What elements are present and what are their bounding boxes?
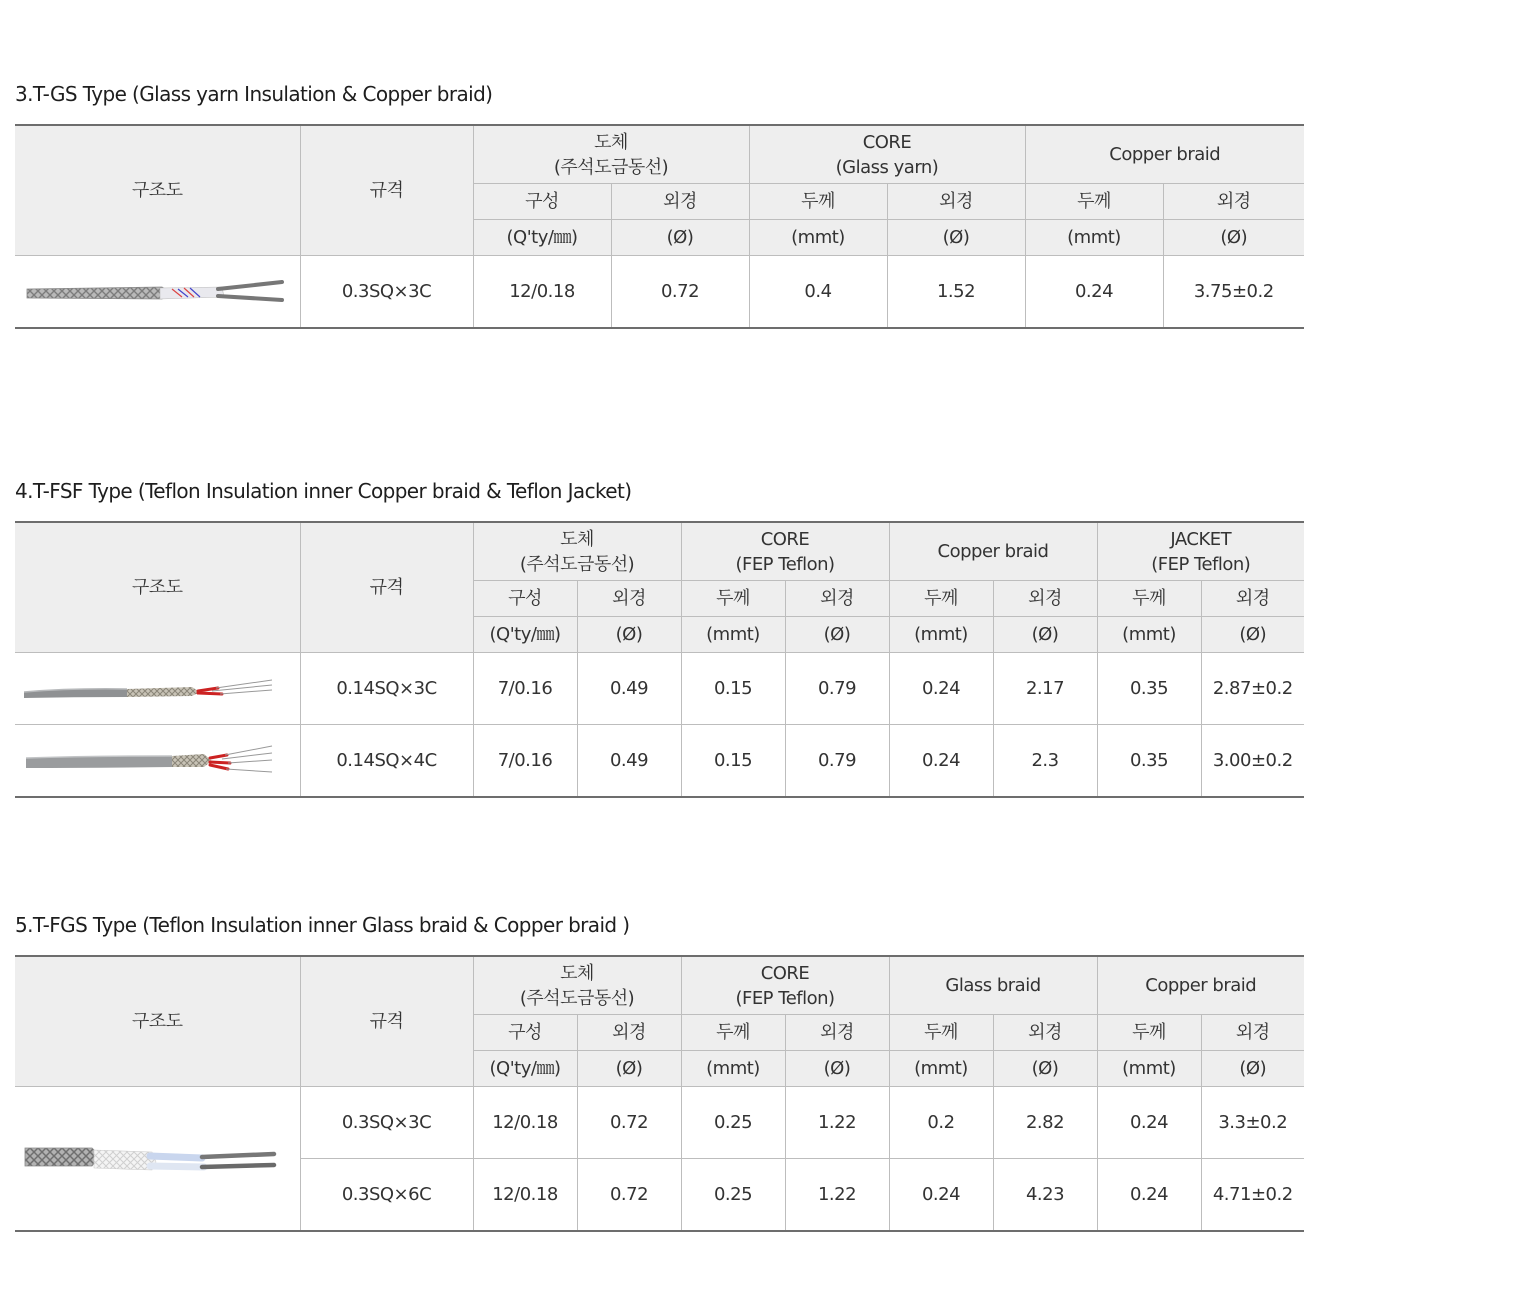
- spec-cell: 0.3SQ×6C: [300, 1159, 473, 1232]
- value-cell: 0.49: [577, 653, 681, 725]
- unit-header: (Ø): [993, 617, 1097, 653]
- value-cell: 0.24: [889, 653, 993, 725]
- value-cell: 7/0.16: [473, 725, 577, 798]
- sub-header: 두께: [1097, 581, 1201, 617]
- unit-header: (Ø): [577, 617, 681, 653]
- spec-table: [15, 521, 1304, 798]
- unit-header: (Ø): [993, 1051, 1097, 1087]
- cable-teflon-jacket-4c-image: [22, 736, 292, 786]
- group-line2: (주석도금동선): [553, 156, 669, 178]
- sub-header: 외경: [785, 581, 889, 617]
- value-cell: 1.52: [887, 256, 1025, 329]
- value-cell: 12/0.18: [473, 1087, 577, 1159]
- value-cell: 3.75±0.2: [1163, 256, 1304, 329]
- value-cell: 2.87±0.2: [1201, 653, 1304, 725]
- group-line1: 도체: [594, 131, 628, 153]
- unit-header: (mmt): [1097, 1051, 1201, 1087]
- spec-cell: 0.14SQ×4C: [300, 725, 473, 798]
- unit-header: (Q'ty/㎜): [473, 220, 611, 256]
- sub-header: 외경: [611, 184, 749, 220]
- group-line2: (FEP Teflon): [1151, 553, 1251, 575]
- sub-header: 외경: [577, 1015, 681, 1051]
- table-row: [15, 653, 1304, 725]
- value-cell: 0.49: [577, 725, 681, 798]
- value-cell: 12/0.18: [473, 1159, 577, 1232]
- sub-header: 두께: [889, 1015, 993, 1051]
- unit-header: (Ø): [887, 220, 1025, 256]
- value-cell: 3.00±0.2: [1201, 725, 1304, 798]
- value-cell: 0.72: [577, 1159, 681, 1232]
- unit-header: (Q'ty/㎜): [473, 1051, 577, 1087]
- sub-header: 두께: [749, 184, 887, 220]
- unit-header: (Q'ty/㎜): [473, 617, 577, 653]
- section-title: 5.T-FGS Type (Teflon Insulation inner Glass braid & Copper braid ): [15, 913, 630, 937]
- value-cell: 7/0.16: [473, 653, 577, 725]
- sub-header: 외경: [1201, 1015, 1304, 1051]
- group-line2: (FEP Teflon): [735, 987, 835, 1009]
- group-line1: Copper braid: [1109, 144, 1221, 165]
- unit-header: (Ø): [1163, 220, 1304, 256]
- value-cell: 0.2: [889, 1087, 993, 1159]
- sub-header: 외경: [887, 184, 1025, 220]
- sub-header: 외경: [785, 1015, 889, 1051]
- unit-header: (mmt): [1025, 220, 1163, 256]
- unit-header: (mmt): [889, 1051, 993, 1087]
- value-cell: 0.25: [681, 1087, 785, 1159]
- structure-image: [15, 725, 300, 798]
- value-cell: 0.79: [785, 725, 889, 798]
- unit-header: (mmt): [681, 617, 785, 653]
- header-group: [889, 522, 1097, 581]
- unit-header: (Ø): [785, 1051, 889, 1087]
- unit-header: (mmt): [681, 1051, 785, 1087]
- structure-image: [15, 653, 300, 725]
- value-cell: 0.25: [681, 1159, 785, 1232]
- header-group: [1097, 956, 1304, 1015]
- group-line1: CORE: [760, 528, 810, 550]
- group-line2: (주석도금동선): [519, 987, 635, 1009]
- value-cell: 4.71±0.2: [1201, 1159, 1304, 1232]
- value-cell: 0.24: [1097, 1087, 1201, 1159]
- sub-header: 외경: [1163, 184, 1304, 220]
- header-group: [749, 125, 1025, 184]
- section-title: 4.T-FSF Type (Teflon Insulation inner Copper braid & Teflon Jacket): [15, 479, 632, 503]
- sub-header: 구성: [473, 1015, 577, 1051]
- header-spec: 규격: [300, 125, 473, 256]
- sub-header: 외경: [993, 1015, 1097, 1051]
- sub-header: 두께: [1025, 184, 1163, 220]
- header-group: [473, 522, 681, 581]
- group-line2: (주석도금동선): [519, 553, 635, 575]
- group-line1: Copper braid: [937, 541, 1049, 562]
- group-line1: Glass braid: [945, 975, 1041, 996]
- value-cell: 0.72: [611, 256, 749, 329]
- value-cell: 2.3: [993, 725, 1097, 798]
- cable-glass-and-copper-braid-image: [22, 1124, 292, 1194]
- value-cell: 0.15: [681, 653, 785, 725]
- group-line1: JACKET: [1170, 528, 1232, 550]
- header-group: [1097, 522, 1304, 581]
- sub-header: 두께: [681, 1015, 785, 1051]
- value-cell: 0.24: [889, 1159, 993, 1232]
- value-cell: 3.3±0.2: [1201, 1087, 1304, 1159]
- spec-cell: 0.3SQ×3C: [300, 256, 473, 329]
- value-cell: 1.22: [785, 1159, 889, 1232]
- table-row: [15, 1087, 1304, 1159]
- group-line1: CORE: [862, 131, 912, 153]
- sub-header: 두께: [1097, 1015, 1201, 1051]
- header-group: [681, 956, 889, 1015]
- spec-table: [15, 955, 1304, 1232]
- header-group: [681, 522, 889, 581]
- unit-header: (Ø): [611, 220, 749, 256]
- group-line2: (Glass yarn): [835, 156, 939, 178]
- table-row: [15, 256, 1304, 329]
- structure-image: [15, 256, 300, 329]
- cable-teflon-jacket-3c-image: [22, 664, 292, 714]
- sub-header: 외경: [1201, 581, 1304, 617]
- table-row: [15, 725, 1304, 798]
- value-cell: 0.24: [1097, 1159, 1201, 1232]
- value-cell: 0.4: [749, 256, 887, 329]
- value-cell: 0.79: [785, 653, 889, 725]
- unit-header: (mmt): [1097, 617, 1201, 653]
- header-structure: 구조도: [15, 956, 300, 1087]
- value-cell: 12/0.18: [473, 256, 611, 329]
- sub-header: 두께: [889, 581, 993, 617]
- header-structure: 구조도: [15, 522, 300, 653]
- section-title: 3.T-GS Type (Glass yarn Insulation & Copper braid): [15, 82, 493, 106]
- group-line1: Copper braid: [1145, 975, 1257, 996]
- sub-header: 두께: [681, 581, 785, 617]
- structure-image: [15, 1087, 300, 1232]
- value-cell: 2.82: [993, 1087, 1097, 1159]
- spec-table: [15, 124, 1304, 329]
- spec-cell: 0.3SQ×3C: [300, 1087, 473, 1159]
- unit-header: (mmt): [749, 220, 887, 256]
- header-group: [1025, 125, 1304, 184]
- group-line1: CORE: [760, 962, 810, 984]
- unit-header: (mmt): [889, 617, 993, 653]
- value-cell: 0.35: [1097, 653, 1201, 725]
- unit-header: (Ø): [1201, 617, 1304, 653]
- cable-glass-copper-braid-image: [22, 267, 292, 317]
- value-cell: 4.23: [993, 1159, 1097, 1232]
- value-cell: 0.72: [577, 1087, 681, 1159]
- sub-header: 구성: [473, 581, 577, 617]
- header-group: [473, 125, 749, 184]
- value-cell: 0.24: [1025, 256, 1163, 329]
- header-spec: 규격: [300, 956, 473, 1087]
- sub-header: 외경: [993, 581, 1097, 617]
- value-cell: 1.22: [785, 1087, 889, 1159]
- unit-header: (Ø): [577, 1051, 681, 1087]
- spec-cell: 0.14SQ×3C: [300, 653, 473, 725]
- group-line2: (FEP Teflon): [735, 553, 835, 575]
- unit-header: (Ø): [785, 617, 889, 653]
- value-cell: 2.17: [993, 653, 1097, 725]
- value-cell: 0.15: [681, 725, 785, 798]
- header-spec: 규격: [300, 522, 473, 653]
- group-line1: 도체: [560, 528, 594, 550]
- sub-header: 구성: [473, 184, 611, 220]
- header-group: [889, 956, 1097, 1015]
- sub-header: 외경: [577, 581, 681, 617]
- header-structure: 구조도: [15, 125, 300, 256]
- unit-header: (Ø): [1201, 1051, 1304, 1087]
- group-line1: 도체: [560, 962, 594, 984]
- header-group: [473, 956, 681, 1015]
- value-cell: 0.35: [1097, 725, 1201, 798]
- value-cell: 0.24: [889, 725, 993, 798]
